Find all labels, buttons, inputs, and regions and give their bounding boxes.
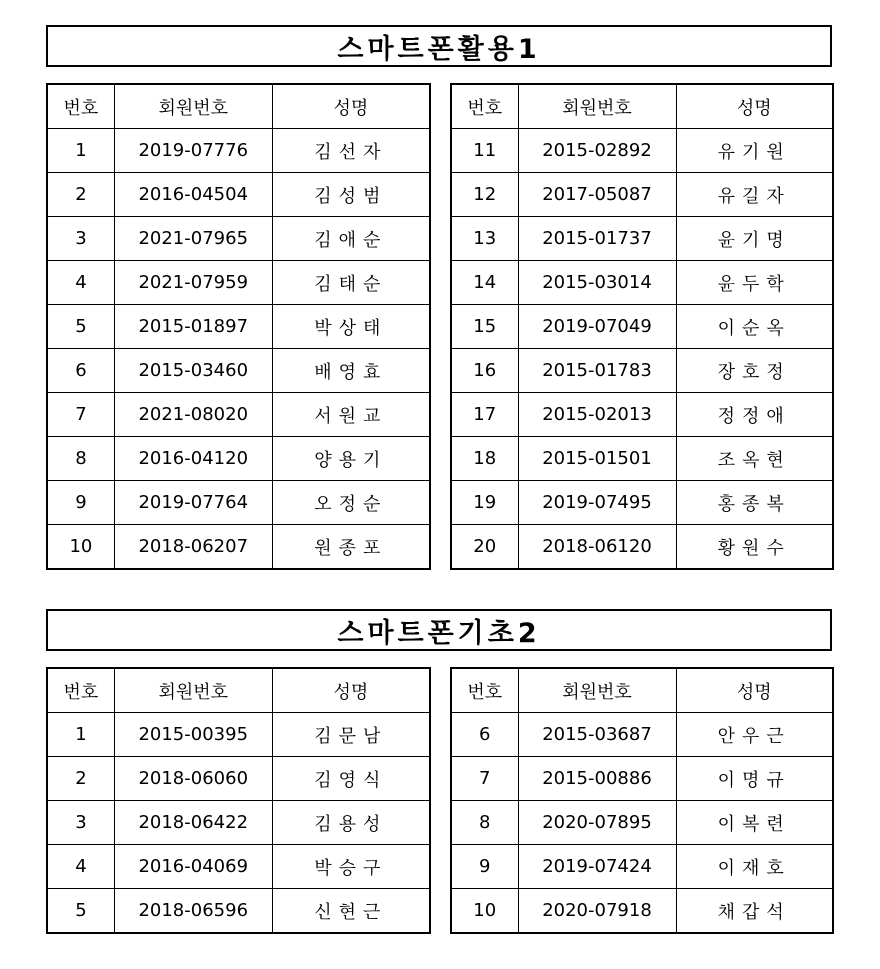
table-row	[47, 889, 430, 934]
member-name-cell: 김성범	[272, 173, 430, 217]
member-id-cell: 2015-01501	[518, 437, 676, 481]
member-name-cell: 윤두학	[676, 261, 833, 305]
member-name-cell: 정정애	[676, 393, 833, 437]
table-row	[451, 261, 833, 305]
header-member-id: 회원번호	[518, 84, 676, 129]
member-name-cell: 김애순	[272, 217, 430, 261]
member-id-cell: 2015-01783	[518, 349, 676, 393]
table-row	[47, 757, 430, 801]
table-row	[47, 801, 430, 845]
member-no-cell: 7	[47, 393, 114, 437]
member-name-cell: 오정순	[272, 481, 430, 525]
member-name-cell: 이순옥	[676, 305, 833, 349]
member-name-cell: 이명규	[676, 757, 833, 801]
member-name-cell: 유기원	[676, 129, 833, 173]
member-name-cell: 서원교	[272, 393, 430, 437]
member-no-cell: 5	[47, 889, 114, 934]
table-row	[451, 713, 833, 757]
member-name-cell: 박승구	[272, 845, 430, 889]
member-no-cell: 15	[451, 305, 518, 349]
member-no-cell: 20	[451, 525, 518, 570]
member-name-cell: 김문남	[272, 713, 430, 757]
roster-table-left	[46, 83, 431, 570]
member-id-cell: 2021-07965	[114, 217, 272, 261]
table-row	[47, 393, 430, 437]
member-id-cell: 2020-07895	[518, 801, 676, 845]
member-id-cell: 2020-07918	[518, 889, 676, 934]
member-name-cell: 신현근	[272, 889, 430, 934]
member-id-cell: 2019-07764	[114, 481, 272, 525]
table-row	[451, 393, 833, 437]
member-no-cell: 11	[451, 129, 518, 173]
member-id-cell: 2015-00395	[114, 713, 272, 757]
roster-table-left	[46, 667, 431, 934]
member-no-cell: 13	[451, 217, 518, 261]
member-id-cell: 2019-07424	[518, 845, 676, 889]
table-row	[451, 757, 833, 801]
member-name-cell: 양용기	[272, 437, 430, 481]
header-name: 성명	[676, 668, 833, 713]
header-row	[451, 668, 833, 713]
member-no-cell: 12	[451, 173, 518, 217]
member-name-cell: 홍종복	[676, 481, 833, 525]
member-no-cell: 10	[47, 525, 114, 570]
member-id-cell: 2015-00886	[518, 757, 676, 801]
table-row	[451, 349, 833, 393]
member-id-cell: 2018-06060	[114, 757, 272, 801]
member-no-cell: 10	[451, 889, 518, 934]
member-no-cell: 17	[451, 393, 518, 437]
member-no-cell: 8	[47, 437, 114, 481]
member-no-cell: 18	[451, 437, 518, 481]
member-id-cell: 2021-08020	[114, 393, 272, 437]
table-row	[47, 713, 430, 757]
table-row	[451, 173, 833, 217]
member-no-cell: 9	[47, 481, 114, 525]
member-no-cell: 6	[47, 349, 114, 393]
member-name-cell: 채갑석	[676, 889, 833, 934]
member-no-cell: 3	[47, 217, 114, 261]
roster-table-right	[450, 667, 834, 934]
member-id-cell: 2015-01737	[518, 217, 676, 261]
member-no-cell: 6	[451, 713, 518, 757]
member-name-cell: 김태순	[272, 261, 430, 305]
table-row	[451, 217, 833, 261]
member-no-cell: 19	[451, 481, 518, 525]
table-row	[451, 845, 833, 889]
table-row	[47, 217, 430, 261]
header-name: 성명	[272, 668, 430, 713]
table-row	[451, 437, 833, 481]
table-row	[47, 129, 430, 173]
member-name-cell: 박상태	[272, 305, 430, 349]
table-row	[451, 129, 833, 173]
member-name-cell: 김영식	[272, 757, 430, 801]
member-no-cell: 5	[47, 305, 114, 349]
member-id-cell: 2015-03687	[518, 713, 676, 757]
header-row	[47, 668, 430, 713]
member-id-cell: 2015-03460	[114, 349, 272, 393]
member-no-cell: 7	[451, 757, 518, 801]
member-name-cell: 유길자	[676, 173, 833, 217]
table-row	[47, 349, 430, 393]
member-name-cell: 황원수	[676, 525, 833, 570]
member-no-cell: 9	[451, 845, 518, 889]
header-no: 번호	[47, 84, 114, 129]
header-row	[47, 84, 430, 129]
member-id-cell: 2018-06422	[114, 801, 272, 845]
member-no-cell: 14	[451, 261, 518, 305]
member-name-cell: 조옥현	[676, 437, 833, 481]
member-id-cell: 2019-07049	[518, 305, 676, 349]
member-no-cell: 2	[47, 757, 114, 801]
table-row	[47, 845, 430, 889]
header-name: 성명	[272, 84, 430, 129]
roster-table-right	[450, 83, 834, 570]
table-row	[47, 305, 430, 349]
member-id-cell: 2015-03014	[518, 261, 676, 305]
member-id-cell: 2015-01897	[114, 305, 272, 349]
member-id-cell: 2018-06207	[114, 525, 272, 570]
section-title: 스마트폰활용1	[46, 25, 832, 67]
member-id-cell: 2018-06120	[518, 525, 676, 570]
section-title: 스마트폰기초2	[46, 609, 832, 651]
header-name: 성명	[676, 84, 833, 129]
member-no-cell: 4	[47, 845, 114, 889]
member-name-cell: 배영효	[272, 349, 430, 393]
member-no-cell: 3	[47, 801, 114, 845]
member-id-cell: 2016-04120	[114, 437, 272, 481]
header-no: 번호	[451, 84, 518, 129]
table-row	[47, 173, 430, 217]
header-member-id: 회원번호	[114, 668, 272, 713]
member-no-cell: 2	[47, 173, 114, 217]
table-row	[451, 889, 833, 934]
member-id-cell: 2016-04069	[114, 845, 272, 889]
table-row	[47, 261, 430, 305]
member-name-cell: 이재호	[676, 845, 833, 889]
member-name-cell: 윤기명	[676, 217, 833, 261]
member-id-cell: 2015-02892	[518, 129, 676, 173]
member-id-cell: 2017-05087	[518, 173, 676, 217]
member-name-cell: 김선자	[272, 129, 430, 173]
header-no: 번호	[451, 668, 518, 713]
member-no-cell: 8	[451, 801, 518, 845]
member-id-cell: 2019-07776	[114, 129, 272, 173]
member-id-cell: 2021-07959	[114, 261, 272, 305]
member-no-cell: 1	[47, 129, 114, 173]
table-row	[47, 525, 430, 570]
table-row	[451, 481, 833, 525]
table-row	[451, 525, 833, 570]
member-id-cell: 2015-02013	[518, 393, 676, 437]
member-id-cell: 2016-04504	[114, 173, 272, 217]
header-no: 번호	[47, 668, 114, 713]
member-id-cell: 2019-07495	[518, 481, 676, 525]
member-no-cell: 4	[47, 261, 114, 305]
table-row	[451, 305, 833, 349]
table-row	[451, 801, 833, 845]
member-name-cell: 김용성	[272, 801, 430, 845]
table-row	[47, 481, 430, 525]
header-row	[451, 84, 833, 129]
member-name-cell: 장호정	[676, 349, 833, 393]
member-id-cell: 2018-06596	[114, 889, 272, 934]
table-row	[47, 437, 430, 481]
member-name-cell: 원종포	[272, 525, 430, 570]
member-no-cell: 1	[47, 713, 114, 757]
member-name-cell: 안우근	[676, 713, 833, 757]
member-name-cell: 이복련	[676, 801, 833, 845]
member-no-cell: 16	[451, 349, 518, 393]
header-member-id: 회원번호	[518, 668, 676, 713]
header-member-id: 회원번호	[114, 84, 272, 129]
